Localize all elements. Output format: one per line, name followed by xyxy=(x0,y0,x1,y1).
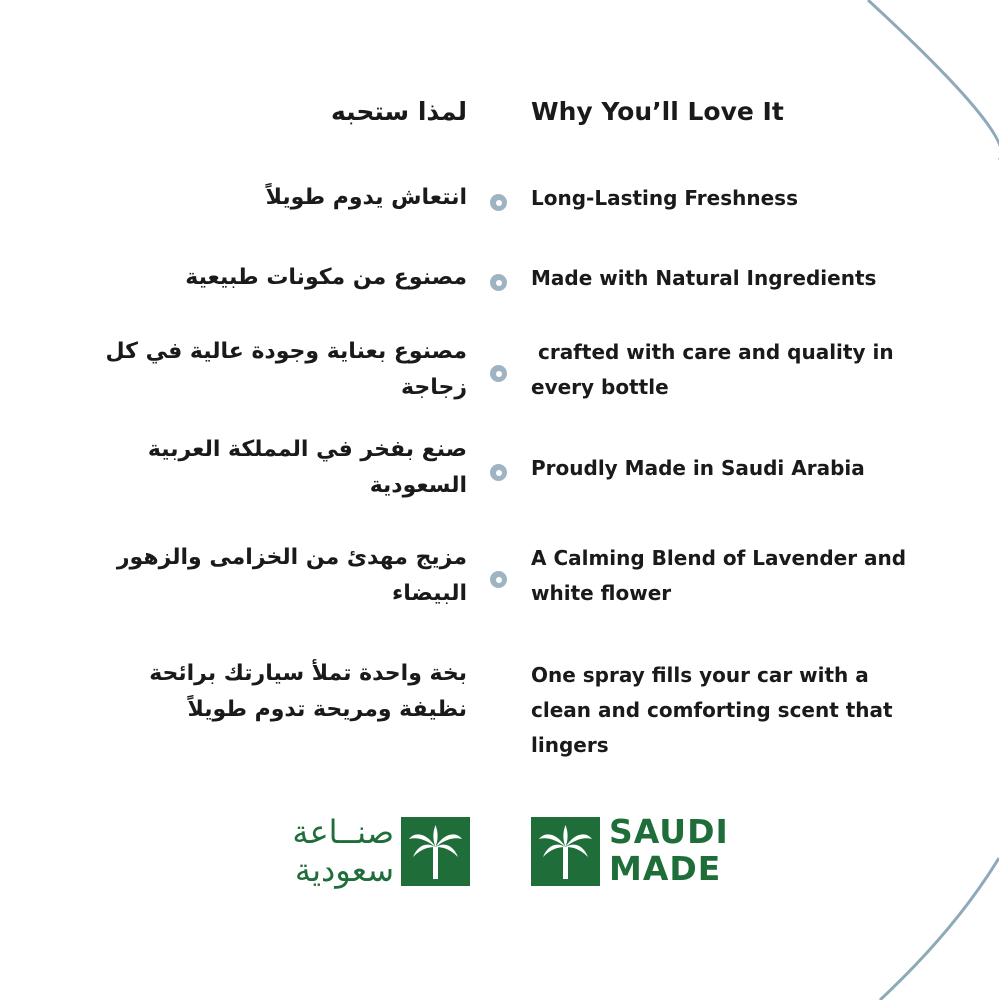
palm-icon xyxy=(401,817,470,886)
bullet-icon xyxy=(490,194,507,211)
saudi-made-logo-ar xyxy=(238,813,470,889)
feature-ar: مصنوع من مكونات طبيعية xyxy=(185,265,467,290)
bullet-icon xyxy=(490,464,507,481)
feature-en: One spray fills your car with a clean and comforting scent that lingers xyxy=(531,663,900,757)
logo-text-line2: MADE xyxy=(609,849,722,888)
feature-ar: انتعاش يدوم طويلاً xyxy=(265,185,467,210)
feature-en: Long-Lasting Freshness xyxy=(531,186,798,210)
logo-text-line1: SAUDI xyxy=(609,812,729,851)
bullet-icon xyxy=(490,365,507,382)
feature-ar: صنع بفخر في المملكة العربية السعودية xyxy=(147,437,467,498)
feature-ar: مزيج مهدئ من الخزامى والزهور البيضاء xyxy=(116,545,467,606)
bullet-icon xyxy=(490,274,507,291)
heading-ar: لمذا ستحبه xyxy=(330,97,467,126)
palm-icon xyxy=(531,817,600,886)
feature-ar: مصنوع بعناية وجودة عالية في كل زجاجة xyxy=(105,339,467,400)
feature-en: crafted with care and quality in every bottle xyxy=(531,340,901,399)
logo-text-ar-line1: صنــاعة xyxy=(292,813,394,851)
saudi-made-logo xyxy=(531,812,741,888)
feature-ar: بخة واحدة تملأ سيارتك برائحة نظيفة ومريحة تدوم طويلاً xyxy=(149,661,467,722)
feature-en: Proudly Made in Saudi Arabia xyxy=(531,456,865,480)
feature-en: A Calming Blend of Lavender and white flower xyxy=(531,546,914,605)
feature-en: Made with Natural Ingredients xyxy=(531,266,877,290)
heading-en: Why You’ll Love It xyxy=(531,97,784,126)
logo-text-ar-line2: سعودية xyxy=(294,851,394,889)
bullet-icon xyxy=(490,571,507,588)
